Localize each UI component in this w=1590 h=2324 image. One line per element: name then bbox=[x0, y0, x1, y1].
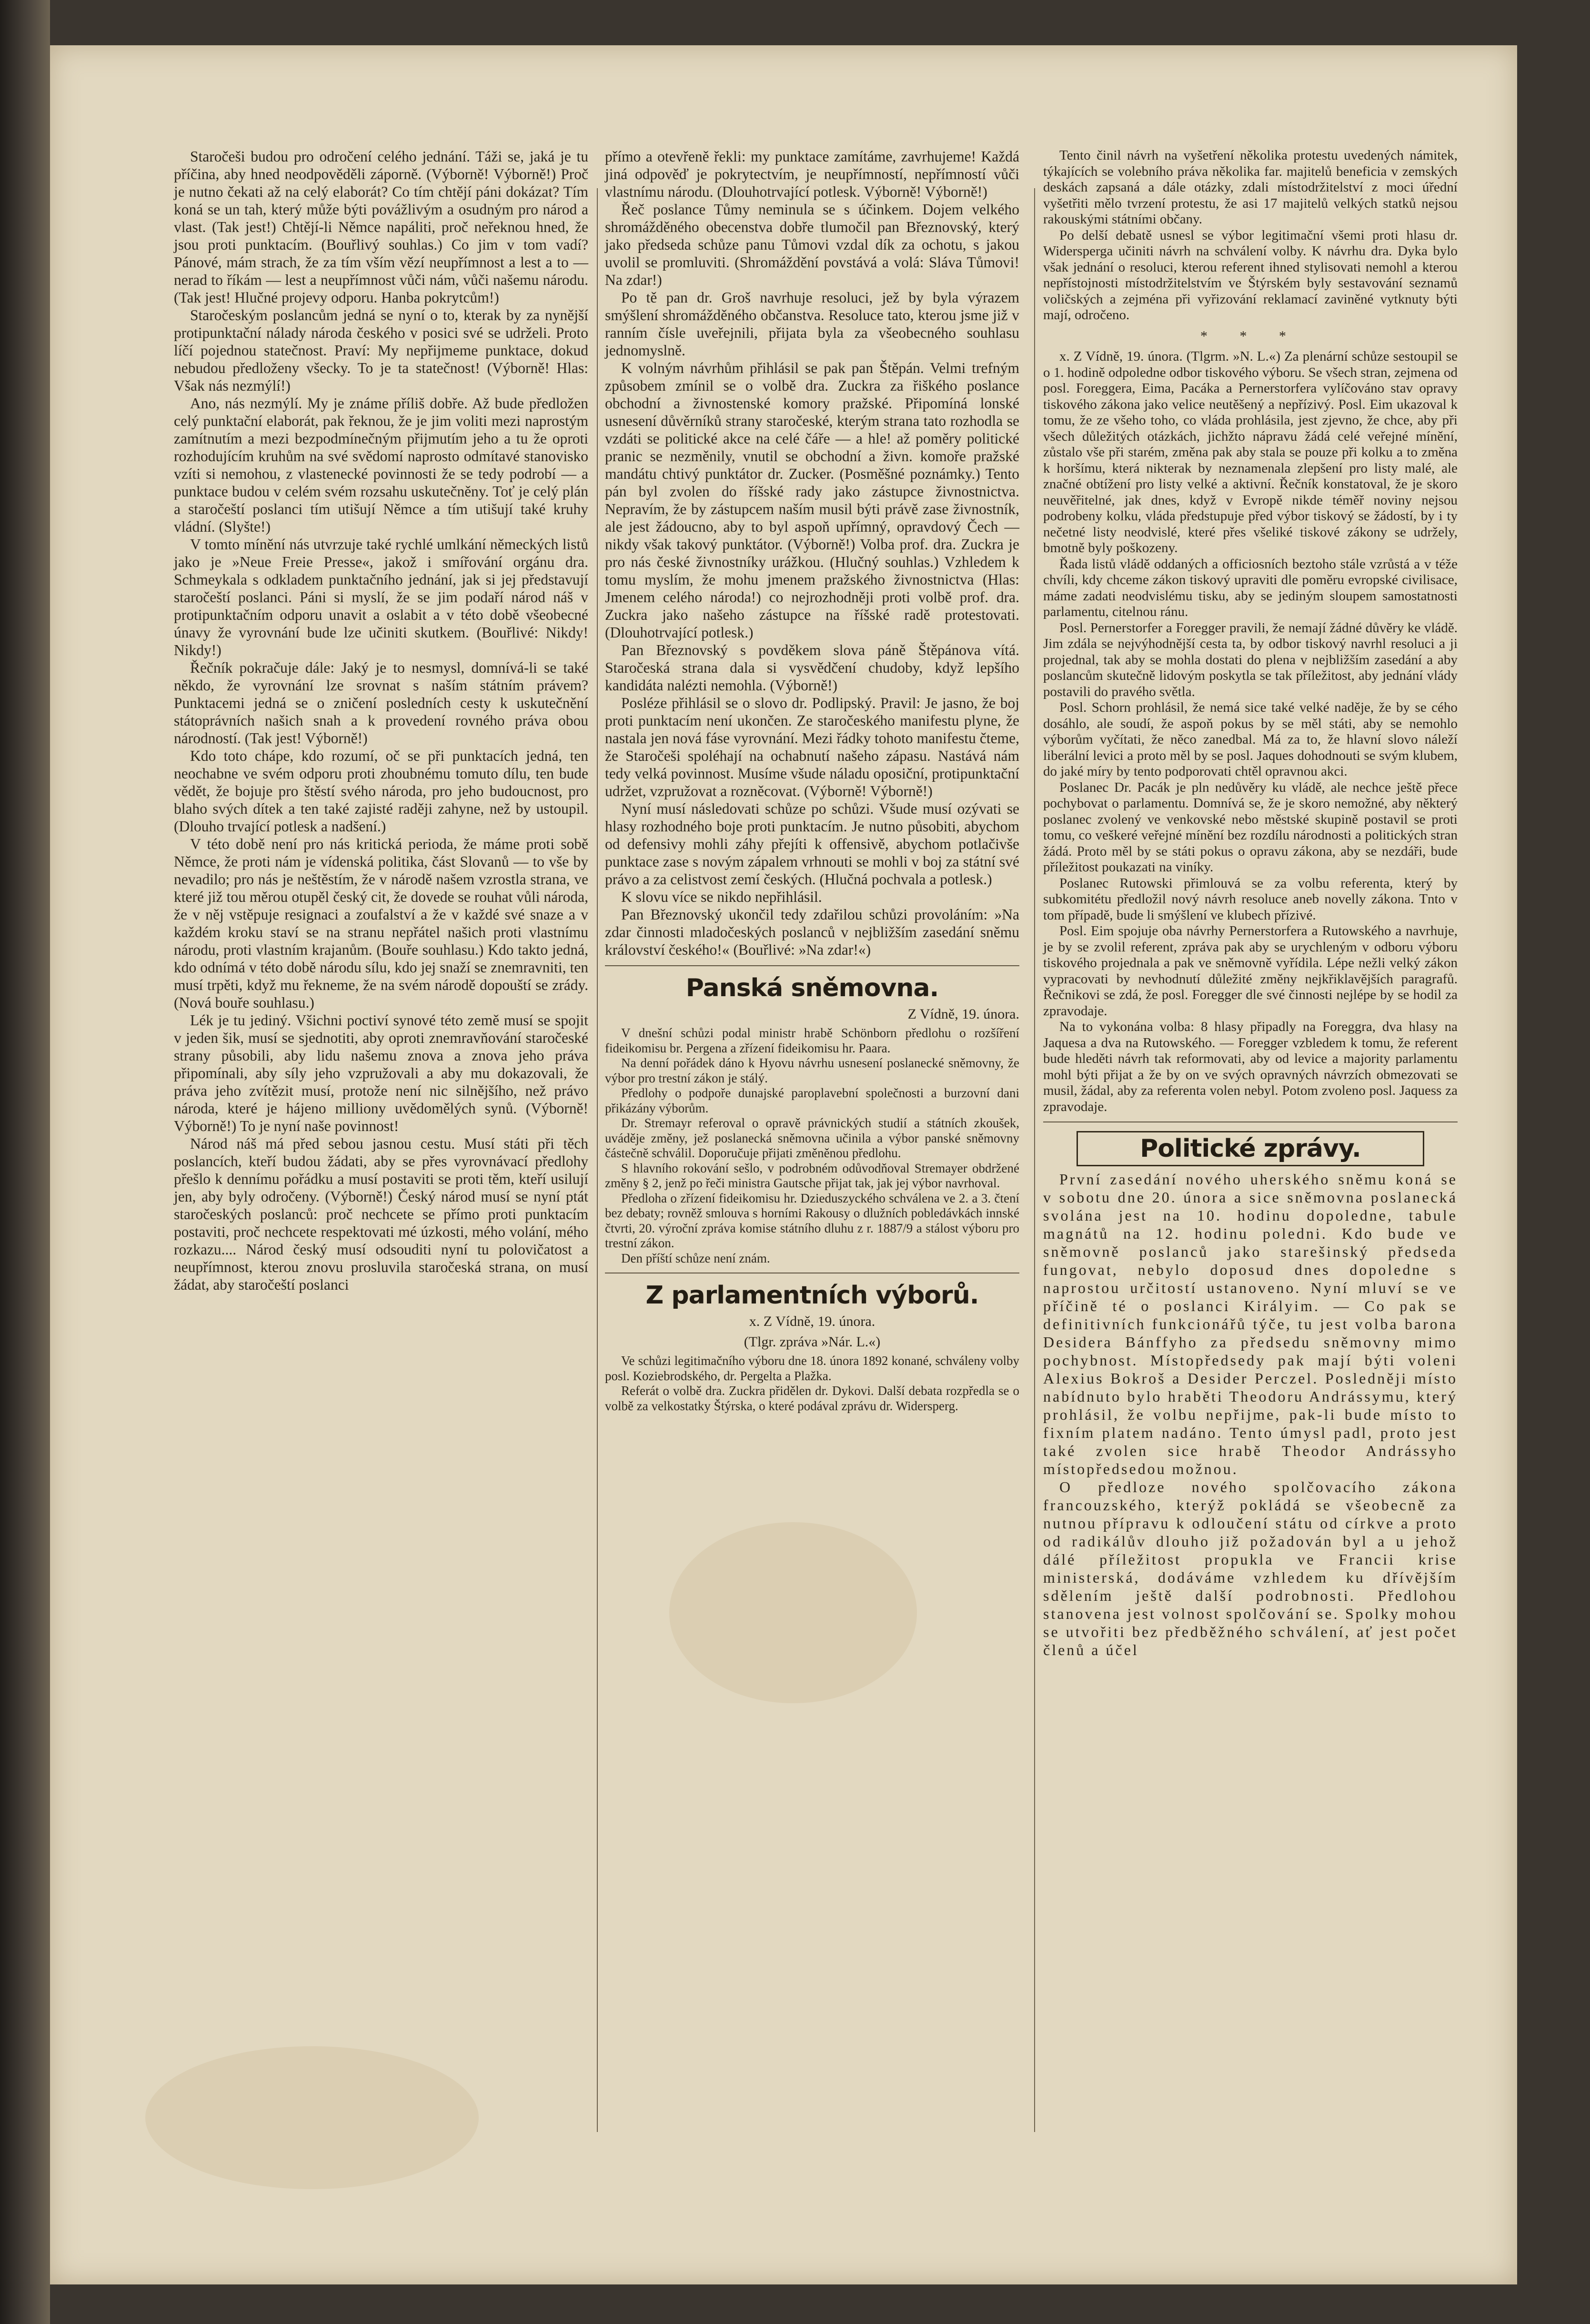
paragraph: V tomto mínění nás utvrzuje také rychlé umlkání německých listů jako je »Neue Freie Presse«, jakož i smířování orgánu dra. Schmeykala s odkladem punktačního jednání, jak si jej představují staročeští poslanci. Páni si myslí, že se jim podaří národ náš v protipunktačním odporu unavit a oslabit a v této době všeobecné únavy že vyrovnání bude lze učiniti skutkem. (Bouřlivé: Nikdy! Nikdy!) bbox=[174, 536, 588, 658]
column-3 bbox=[1043, 148, 1458, 1659]
paragraph: K volným návrhům přihlásil se pak pan Štěpán. Velmi trefným způsobem zmínil se o volbě dra. Zuckra za řiškého poslance obchodní a živnostenské komory pražské. Připomíná lonské usnesení důvěrníků strany staročeské, kterým strana tato rozhodla se vzdáti se politické akce na celé čáře — a hle! až poměry politické pranic se nezměnily, vnutil se obchodní a živn. komoře pražské mandátu chtivý punktátor dr. Zucker. (Posměšné poznámky.) Tento pán byl zvolen do říšské rady jako zástupce živnostnictva. Nepravím, že by zástupcem naším musil býti právě zase živnostník, ale jest žádoucno, aby to byl aspoň upřímný, opravdový Čech — nikdy však takový punktátor. (Výborně!) Volba prof. dra. Zuckra je pro nás české živnostníky urážkou. (Hlučný souhlas.) Vzhledem k tomu myslím, že mohu jmenem pražského živnostnictva (Hlas: Jmenem celého národa!) co nejrozhodněji proti volbě prof. dra. Zuckra jako našeho zástupce na říšské radě protestovati. (Dlouhotrvající potlesk.) bbox=[605, 360, 1019, 641]
paragraph: Po tě pan dr. Groš navrhuje resoluci, jež by byla výrazem smýšlení shromážděného občanstva. Resoluce tato, kterou jsme již v ranním čísle uveřejnili, přijata byla za všeobecného souhlasu jednomyslně. bbox=[605, 289, 1019, 359]
paragraph: Předlohy o podpoře dunajské paroplavební společnosti a burzovní dani přikázány výborům. bbox=[605, 1086, 1019, 1115]
paragraph: Ano, nás nezmýlí. My je známe příliš dobře. Až bude předložen celý punktační elaborát, pak řeknou, že je jim voliti mezi naprostým zamítnutím a mezi bezpodmínečným přijmutím jeho a tu že oproti rozhodujícím kruhům na své svědomí naprosto odmítavé stanovisko vzíti si nemohou, z vlastenecké povinnosti že se tedy podrobí — a punktace budou v celém svém rozsahu uskutečněny. Toť je celý plán a staročeští poslanci tím utišují Němce a tím utišují také kruhy vládní. (Slyšte!) bbox=[174, 395, 588, 535]
section-stars: * * * bbox=[1200, 328, 1300, 344]
paragraph: Staročeským poslancům jedná se nyní o to, kterak by za nynější protipunktační nálady národa českého v posici své se udrželi. Proto líčí pojednou statečnost. Praví: My nepřijmeme punktace, dokud nebudou předloženy všecky. To je ta statečnost! (Výborně! Hlas: Však nás nezmýlí!) bbox=[174, 307, 588, 394]
binding-shadow bbox=[0, 0, 50, 2324]
paragraph: V této době není pro nás kritická perioda, že máme proti sobě Němce, že proti nám je vídenská politika, část Slovanů — to vše by nevadilo; pro nás je neštěstím, že v národě našem vzrostla strana, ve které již tou měrou otupěl český cit, že dovede se rouhat vůli národa, že v něj vstěpuje resignaci a zoufalství a že v každé své snaze a v každém kroku staví se na stranu nepřátel našich proti vlastnímu národu, proti vlastním krajanům. (Bouře souhlasu.) Kdo takto jedná, kdo odnímá v této době národu sílu, kdo jej snaží se znemravniti, ten musí trpěti, když mu řekneme, že na svém národě dopouští se zrády. (Nová bouře souhlasu.) bbox=[174, 836, 588, 1011]
paragraph: Po delší debatě usnesl se výbor legitimační všemi proti hlasu dr. Widersperga učiniti návrh na schválení volby. K návrhu dra. Dyka bylo však jednání o resoluci, kterou referent ihned stylisovati nemohl a kterou nepřístojnosti místodržitelstvím ve Štýrském byly sestavování seznamů voličských a zejména při vyřizování reklamací zaviněné vytknuty býti mají, odročeno. bbox=[1043, 227, 1458, 323]
paragraph: Řada listů vládě oddaných a officiosních beztoho stále vzrůstá a v téže chvíli, kdy chceme zákon tiskový upraviti dle poměru evropské civilisace, máme zadati neodvislému tisku, aby se jediným sloupem samostatnosti parlamentu, citelnou ránu. bbox=[1043, 556, 1458, 619]
dateline: x. Z Vídně, 19. února. bbox=[749, 1314, 876, 1329]
paragraph: Na to vykonána volba: 8 hlasy připadly na Foreggra, dva hlasy na Jaquesa a dva na Rutowského. — Foregger vzbledem k tomu, že referent bude hleděti návrh tak reformovati, aby od levice a majority parlamentu mohl býti přijat a že by on ve svých opravných návrzích obmezovati se musil, žádal, aby za referenta volen nebyl. Potom zvoleno posl. Jaquess za zpravodaje. bbox=[1043, 1019, 1458, 1114]
paragraph: První zasedání nového uherského sněmu koná se v sobotu dne 20. února a sice sněmovna poslanecká svolána jest na 10. hodinu dopoledne, tabule magnátů na 12. hodinu poledni. Kdo bude ve sněmovně poslanců jako starešinský předseda fungovat, nebylo doposud dnes dopoledne s naprostou určitostí ustanoveno. Nyní mluví se ve příčině té o poslanci Királyim. — Co pak se definitivních funkcionářů týče, tu jest volba barona Desidera Bánffyho za předsedu sněmovny mimo pochybnost. Místopředsedy pak mají býti voleni Alexius Bokroš a Desider Perczel. Posledněji místo nabídnuto bylo hraběti Theodoru Andrássymu, který prohlásil, že volbu nepřijme, pak-li bude místo to fixním platem nadáno. Tento úmysl padl, proto jest také zvolen sice hrabě Theodor Andrássyho místopředsedou možnou. bbox=[1043, 1171, 1458, 1477]
paragraph: Tento činil návrh na vyšetření několika protestu uvedených námitek, týkajících se volebního práva několika far. majitelů beneficia v zemských deskách zapsaná a dále otázky, zdali místodržitelství z moci úřední vyšetřiti mělo tvrzení protestu, že asi 17 majitelů velkých statků nejsou rakouskými státními občany. bbox=[1043, 148, 1458, 227]
paragraph: Kdo toto chápe, kdo rozumí, oč se při punktacích jedná, ten neochabne ve svém odporu proti zhoubnému tomuto dílu, ten bude vědět, že bojuje pro štěstí svého národa, pro jeho budoucnost, pro blaho svých dítek a ten také zajisté raději zahyne, než by ustoupil. (Dlouho trvající potlesk a nadšení.) bbox=[174, 748, 588, 835]
paragraph: Na denní pořádek dáno k Hyovu návrhu usnesení poslanecké sněmovny, že výbor pro trestní zákon je stálý. bbox=[605, 1056, 1019, 1085]
dateline: Z Vídně, 19. února. bbox=[907, 1006, 1019, 1022]
paragraph: Ve schůzi legitimačního výboru dne 18. února 1892 konané, schváleny volby posl. Koziebrodského, dr. Pergelta a Plažka. bbox=[605, 1354, 1019, 1383]
paragraph: Národ náš má před sebou jasnou cestu. Musí státi při těch poslancích, kteří budou žádati, aby se přes vyrovnávací předlohy přešlo k dennímu pořádku a musí postaviti se proti těm, kteří usilují jen, aby byly odročeny. (Výborně!) Český národ musí se nyní ptát staročeských poslanců: proč nechcete se přímo proti punktacím postaviti, proč nechcete respektovati mé úzkosti, mého volání, mého rozkazu.... Národ český musí odsouditi nyní tu polovičatost a neupřímnost, kterou znovu prosluvila staročeská strana, on musí žádat, aby staročeští poslanci bbox=[174, 1135, 588, 1293]
paragraph: Posl. Pernerstorfer a Foregger pravili, že nemají žádné důvěry ke vládě. Jim zdála se nejvýhodnější cesta ta, by odbor tiskový navrhl resoluci a ji projednal, tak aby se mohla dostati do plena v nejbližším zasedání a aby poslancům skutečně lidovým poskytla se tak příležitost, aby jednání vlády postavili do pravého světla. bbox=[1043, 620, 1458, 699]
section-title-panska-snemovna: Panská sněmovna. bbox=[685, 974, 939, 1002]
paragraph: přímo a otevřeně řekli: my punktace zamítáme, zavrhujeme! Každá jiná odpověď je pokrytectvím, je neupřímností, nepřímností vůči vlastnímu národu. (Dlouhotrvající potlesk. Výborně! Výborně!) bbox=[605, 148, 1019, 200]
paragraph: x. Z Vídně, 19. února. (Tlgrm. »N. L.«) Za plenární schůze sestoupil se o 1. hodině odpoledne odbor tiskového výboru. Se všech stran, zejmena od posl. Foreggera, Eima, Pacáka a Pernerstorfera vylíčováno stav opravy tiskového zákona jako velice neutěšený a nepřízivý. Posl. Eim ukazoval k tomu, že ze všeho toho, co vláda prohlásila, jest zjevno, že chce, aby při všech důležitých otázkách, jichžto nápravu žádá celé veřejné mínění, zůstalo vše při starém, změna pak aby stala se pouze při kolku a to změna k horšímu, která nikterak by neznamenala zlepšení pro listy malé, ale značné obtížení pro listy velké a aktivní. Řečník konstatoval, že je skoro neuvěřitelné, jak dnes, když v Evropě nikde téměř noviny nejsou podrobeny kolku, vláda předstupuje před výbor tiskový se žádostí, by i ty nečetné listy neodvislé, které přes všeliké tiskové zákony se udržely, bmotně byly poškozeny. bbox=[1043, 349, 1458, 556]
paper-stain bbox=[669, 1522, 917, 1703]
paragraph: Staročeši budou pro odročení celého jednání. Táži se, jaká je tu příčina, aby hned neodpověděli záporně. (Výborně! Výborně!) Proč je nutno čekati až na celý elaborát? Co tím chtějí páni dokázat? Tím koná se un tah, který může býti povážlivým a osudným pro národ a vlast. (Tak jest!) Chtějí-li Němce napáliti, proč neřeknou hned, že jsou proti punktacím. (Bouřlivý souhlas.) Co jim v tom vadí? Pánové, mám strach, že za tím vším vězí neupřímnost a lest a to — nerad to říkám — lest a neupřímnost vůči nám, vůči našemu národu. (Tak jest! Hlučné projevy odporu. Hanba pokrytcům!) bbox=[174, 148, 588, 306]
section-title-politicke-zpravy: Politické zprávy. bbox=[1077, 1131, 1424, 1166]
paragraph: Předloha o zřízení fideikomisu hr. Dzieduszyckého schválena ve 2. a 3. čtení bez debaty; rovněž smlouva s horními Rakousy o dlužních pobledávkách innské čtvrti, 20. výroční zpráva komise státního dluhu z r. 1887/9 a stálost výboru pro trestní zákon. bbox=[605, 1191, 1019, 1250]
paragraph: Pan Březnovský s povděkem slova páně Štěpánova vítá. Staročeská strana dala si vysvědčení chudoby, když lepšího kandidáta nalézti nemohla. (Výborně!) bbox=[605, 642, 1019, 694]
paragraph: S hlavního rokování sešlo, v podrobném odůvodňoval Stremayer obdržené změny § 2, jenž po řeči ministra Gautsche přijat tak, jak jej výbor navrhoval. bbox=[605, 1161, 1019, 1190]
paragraph: Referát o volbě dra. Zuckra přidělen dr. Dykovi. Další debata rozpředla se o volbě za velkostatky Štýrska, o které podával zprávu dr. Widersperg. bbox=[605, 1384, 1019, 1413]
paragraph: Nyní musí následovati schůze po schůzi. Všude musí ozývati se hlasy rozhodného boje proti punktacím. Je nutno působiti, abychom od defensivy mohli záhy přejíti k offensivě, abychom potlačivše punktace zase s novým zápalem vrhnouti se mohli v boj za státní své právo a za celistvost zemí českých. (Hlučná pochvala a potlesk.) bbox=[605, 800, 1019, 888]
paragraph: Den příští schůze není znám. bbox=[621, 1251, 770, 1265]
paragraph: Posl. Eim spojuje oba návrhy Pernerstorfera a Rutowského a navrhuje, je by se zvolil referent, zpráva pak aby se urychleným v odboru výboru tiskového projednala a pak ve sněmovně vyřídila. Lépe nežli velký zákon vypracovati by nevhodnutí důležité změny nejkřiklavějších paragrafů. Řečnikovi se zdá, že posl. Foregger dle své činnosti nejlépe by se hodil za zpravodaje. bbox=[1043, 923, 1458, 1019]
column-rule bbox=[1034, 188, 1035, 2132]
paragraph: Posléze přihlásil se o slovo dr. Podlipský. Pravil: Je jasno, že boj proti punktacím není ukončen. Ze staročeského manifestu plyne, že nastala jen nová fáse vyrovnání. Mezi řádky tohoto manifestu čteme, že Staročeši spoléhají na ochabnutí našeho zápasu. Nastává nám tedy velká povinnost. Musíme všude náladu oposiční, protipunktační udržet, vzpružovat a rozněcovat. (Výborně! Výborně!) bbox=[605, 695, 1019, 799]
paragraph: Poslanec Dr. Pacák je pln nedůvěry ku vládě, ale nechce ještě přece pochybovat o parlamentu. Domnívá se, že je skoro nemožné, aby některý poslanec zvolený ve venkovské nebo městské skupině postavil se proti tomu, co veškeré veřejné mínění bez rozdílu národnosti a politických stran žádá. Proto měl by se státi pokus o opravu zákona, aby se nezdáři, bude příležitost poukazati na viníky. bbox=[1043, 779, 1458, 875]
paragraph: Pan Březnovský ukončil tedy zdařilou schůzi provoláním: »Na zdar činnosti mladočeských poslanců v nejbližším zasedání sněmu království českého!« (Bouřlivé: »Na zdar!«) bbox=[605, 906, 1019, 958]
paragraph: Řečník pokračuje dále: Jaký je to nesmysl, domnívá-li se také někdo, že vyrovnání lze srovnat s naším státním právem? Punktacemi jedná se o zničení posledních cesty k uskutečnění státoprávních našich snah a k provedení rovného práva obou národností. (Tak jest! Výborně!) bbox=[174, 659, 588, 747]
paragraph: K slovu více se nikdo nepřihlásil. bbox=[621, 889, 822, 905]
newspaper-page bbox=[50, 45, 1517, 2284]
section-title-parlamentnich-vyboru: Z parlamentních výborů. bbox=[645, 1281, 979, 1310]
paragraph: Řeč poslance Tůmy neminula se s účinkem. Dojem velkého shromážděného obecenstva dobře tlumočil pan Březnovský, který jako předseda schůze panu Tůmovi vzdal dík za ochotu, s jakou uvolil se promluviti. (Shromáždění povstává a volá: Sláva Tůmovi! Na zdar!) bbox=[605, 201, 1019, 288]
paragraph: Lék je tu jediný. Všichni poctiví synové této země musí se spojit v jeden šik, musí se sjednotiti, aby oproti znemravňování staročeské strany působili, aby lidu našemu znova a znova jeho práva připomínali, aby síly jeho vzpružovali a aby mu dokazovali, že práva jeho zvítězit musí, protože není nic silnějšího, než právo národa, které je hájeno milliony uvědomělých synů. (Výborně! Výborně!) To je nyní naše povinnost! bbox=[174, 1012, 588, 1134]
paragraph: Dr. Stremayr referoval o opravě právnických studií a státních zkoušek, uváděje změny, jež poslanecká sněmovna učinila a výbor panské sněmovny částečně schválil. Doporučuje přijati změněnou předlohu. bbox=[605, 1116, 1019, 1160]
column-rule bbox=[597, 188, 598, 2132]
section-divider bbox=[605, 965, 1019, 966]
paragraph: V dnešní schůzi podal ministr hrabě Schönborn předlohu o rozšíření fideikomisu br. Pergena a zřízení fideikomisu hr. Paara. bbox=[605, 1026, 1019, 1055]
source-note: (Tlgr. zpráva »Nár. L.«) bbox=[744, 1334, 881, 1350]
paragraph: O předloze nového spolčovacího zákona francouzského, kterýž pokládá se všeobecně za nutnou přípravu k odloučení státu od církve a proto od radikálův dlouho již požadován byl a u jehož dálé příležitost propukla ve Francii krise ministerská, dodáváme vzhledem ku dřívějším sdělením ještě další podrobnosti. Předlohou stanovena jest volnost spolčování se. Spolky mohou se utvořiti bez předběžného schválení, ať jest počet členů a účel bbox=[1043, 1478, 1458, 1658]
paragraph: Poslanec Rutowski přimlouvá se za volbu referenta, který by subkomitétu předložil nový návrh resoluce aneb novelly zákona. Tnto v tom případě, bude li smýšlení ve klubech přízivé. bbox=[1043, 875, 1458, 923]
column-2 bbox=[605, 148, 1019, 1414]
column-1 bbox=[174, 148, 588, 1293]
paragraph: Posl. Schorn prohlásil, že nemá sice také velké naděje, že by se cého dosáhlo, ale soudí, že aspoň pokus by se měl státi, aby se nemohlo výborům vyčítati, že něco zanedbal. Má za to, že hlavní slovo náleží liberální levici a proto měl by se posl. Jaques dohodnouti se svým klubem, do jaké míry by tento podporovati chtěl opravnou akci. bbox=[1043, 700, 1458, 779]
paper-stain bbox=[145, 2046, 479, 2189]
